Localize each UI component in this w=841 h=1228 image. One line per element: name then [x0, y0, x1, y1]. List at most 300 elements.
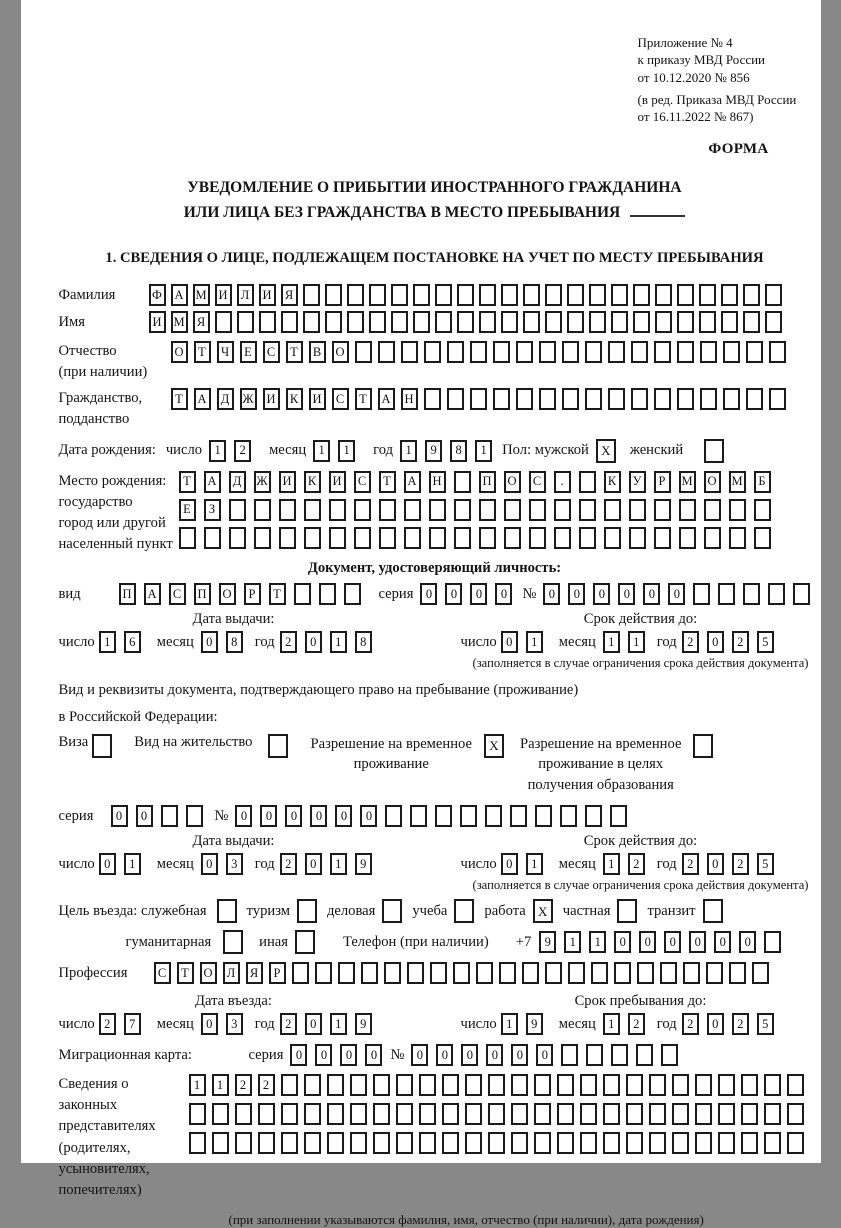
- char-cell-filled[interactable]: 1: [589, 931, 606, 953]
- char-cell-empty[interactable]: [488, 1103, 505, 1125]
- char-cell-filled[interactable]: 2: [682, 853, 699, 875]
- char-cell-empty[interactable]: [319, 583, 336, 605]
- char-cell-empty[interactable]: [413, 284, 430, 306]
- char-cell-filled[interactable]: Т: [177, 962, 194, 984]
- char-cell-filled[interactable]: Т: [194, 341, 211, 363]
- char-cell-filled[interactable]: 0: [614, 931, 631, 953]
- char-cell-filled[interactable]: 1: [99, 631, 116, 653]
- char-cell-empty[interactable]: [677, 341, 694, 363]
- char-cell-empty[interactable]: [729, 527, 746, 549]
- char-cell-empty[interactable]: [579, 471, 596, 493]
- char-cell-empty[interactable]: [304, 1074, 321, 1096]
- char-cell-filled[interactable]: 0: [461, 1044, 478, 1066]
- char-cell-filled[interactable]: 0: [668, 583, 685, 605]
- char-cell-empty[interactable]: [629, 527, 646, 549]
- char-cell-empty[interactable]: [769, 341, 786, 363]
- char-cell-filled[interactable]: 0: [593, 583, 610, 605]
- char-cell-empty[interactable]: [516, 388, 533, 410]
- char-cell-empty[interactable]: [539, 388, 556, 410]
- char-cell-filled[interactable]: 0: [739, 931, 756, 953]
- char-cell-filled[interactable]: К: [286, 388, 303, 410]
- char-cell-filled[interactable]: 0: [235, 805, 252, 827]
- char-cell-empty[interactable]: [504, 527, 521, 549]
- char-cell-filled[interactable]: 0: [639, 931, 656, 953]
- char-cell-empty[interactable]: [354, 527, 371, 549]
- char-cell-filled[interactable]: Л: [223, 962, 240, 984]
- char-cell-filled[interactable]: 0: [310, 805, 327, 827]
- char-cell-empty[interactable]: [303, 311, 320, 333]
- char-cell-empty[interactable]: [718, 1074, 735, 1096]
- char-cell-filled[interactable]: 0: [543, 583, 560, 605]
- char-cell-empty[interactable]: [586, 1044, 603, 1066]
- char-cell-filled[interactable]: О: [704, 471, 721, 493]
- char-cell-empty[interactable]: [562, 388, 579, 410]
- char-cell-filled[interactable]: 1: [209, 440, 226, 462]
- char-cell-empty[interactable]: [752, 962, 769, 984]
- char-cell-filled[interactable]: П: [194, 583, 211, 605]
- char-cell-empty[interactable]: [354, 499, 371, 521]
- char-cell-empty[interactable]: [442, 1074, 459, 1096]
- char-cell-filled[interactable]: 0: [360, 805, 377, 827]
- char-cell-filled[interactable]: С: [154, 962, 171, 984]
- char-cell-empty[interactable]: [369, 284, 386, 306]
- char-cell-filled[interactable]: 6: [124, 631, 141, 653]
- char-cell-empty[interactable]: [268, 734, 288, 758]
- char-cell-empty[interactable]: [329, 499, 346, 521]
- char-cell-empty[interactable]: [683, 962, 700, 984]
- char-cell-empty[interactable]: [661, 1044, 678, 1066]
- char-cell-filled[interactable]: И: [329, 471, 346, 493]
- char-cell-empty[interactable]: [695, 1103, 712, 1125]
- char-cell-empty[interactable]: [215, 311, 232, 333]
- char-cell-empty[interactable]: [637, 962, 654, 984]
- char-cell-empty[interactable]: [235, 1132, 252, 1154]
- char-cell-filled[interactable]: 0: [99, 853, 116, 875]
- char-cell-filled[interactable]: X: [596, 439, 616, 463]
- char-cell-empty[interactable]: [560, 805, 577, 827]
- char-cell-empty[interactable]: [501, 284, 518, 306]
- char-cell-empty[interactable]: [677, 284, 694, 306]
- char-cell-empty[interactable]: [793, 583, 810, 605]
- char-cell-empty[interactable]: [672, 1074, 689, 1096]
- char-cell-empty[interactable]: [258, 1103, 275, 1125]
- char-cell-filled[interactable]: О: [219, 583, 236, 605]
- char-cell-empty[interactable]: [189, 1132, 206, 1154]
- char-cell-filled[interactable]: 8: [355, 631, 372, 653]
- char-cell-filled[interactable]: А: [204, 471, 221, 493]
- char-cell-empty[interactable]: [404, 499, 421, 521]
- char-cell-filled[interactable]: Т: [171, 388, 188, 410]
- char-cell-filled[interactable]: Н: [401, 388, 418, 410]
- char-cell-filled[interactable]: .: [554, 471, 571, 493]
- char-cell-empty[interactable]: [723, 388, 740, 410]
- char-cell-empty[interactable]: [654, 341, 671, 363]
- char-cell-filled[interactable]: 1: [313, 440, 330, 462]
- char-cell-filled[interactable]: 0: [285, 805, 302, 827]
- char-cell-empty[interactable]: [419, 1074, 436, 1096]
- char-cell-filled[interactable]: 2: [732, 631, 749, 653]
- char-cell-empty[interactable]: [350, 1103, 367, 1125]
- char-cell-empty[interactable]: [672, 1103, 689, 1125]
- char-cell-filled[interactable]: 0: [340, 1044, 357, 1066]
- char-cell-empty[interactable]: [404, 527, 421, 549]
- char-cell-filled[interactable]: 1: [603, 631, 620, 653]
- char-cell-empty[interactable]: [654, 499, 671, 521]
- char-cell-empty[interactable]: [476, 962, 493, 984]
- char-cell-filled[interactable]: 0: [714, 931, 731, 953]
- char-cell-filled[interactable]: 1: [330, 853, 347, 875]
- char-cell-empty[interactable]: [787, 1132, 804, 1154]
- char-cell-empty[interactable]: [529, 527, 546, 549]
- char-cell-empty[interactable]: [373, 1103, 390, 1125]
- char-cell-empty[interactable]: [743, 311, 760, 333]
- char-cell-filled[interactable]: 0: [315, 1044, 332, 1066]
- char-cell-empty[interactable]: [654, 527, 671, 549]
- char-cell-empty[interactable]: [327, 1103, 344, 1125]
- char-cell-empty[interactable]: [631, 388, 648, 410]
- char-cell-filled[interactable]: 2: [99, 1013, 116, 1035]
- char-cell-empty[interactable]: [204, 527, 221, 549]
- char-cell-empty[interactable]: [603, 1132, 620, 1154]
- char-cell-filled[interactable]: О: [332, 341, 349, 363]
- char-cell-empty[interactable]: [510, 805, 527, 827]
- char-cell-filled[interactable]: Д: [229, 471, 246, 493]
- char-cell-empty[interactable]: [396, 1103, 413, 1125]
- char-cell-filled[interactable]: С: [263, 341, 280, 363]
- char-cell-empty[interactable]: [92, 734, 112, 758]
- char-cell-empty[interactable]: [281, 311, 298, 333]
- char-cell-empty[interactable]: [649, 1103, 666, 1125]
- char-cell-empty[interactable]: [493, 341, 510, 363]
- char-cell-filled[interactable]: И: [279, 471, 296, 493]
- char-cell-empty[interactable]: [499, 962, 516, 984]
- char-cell-empty[interactable]: [391, 311, 408, 333]
- char-cell-filled[interactable]: 2: [628, 853, 645, 875]
- char-cell-empty[interactable]: [470, 341, 487, 363]
- char-cell-filled[interactable]: И: [309, 388, 326, 410]
- char-cell-empty[interactable]: [603, 1074, 620, 1096]
- char-cell-empty[interactable]: [693, 734, 713, 758]
- char-cell-filled[interactable]: М: [729, 471, 746, 493]
- char-cell-empty[interactable]: [350, 1132, 367, 1154]
- char-cell-filled[interactable]: Л: [237, 284, 254, 306]
- char-cell-empty[interactable]: [235, 1103, 252, 1125]
- char-cell-filled[interactable]: Р: [269, 962, 286, 984]
- char-cell-filled[interactable]: 2: [628, 1013, 645, 1035]
- char-cell-empty[interactable]: [585, 388, 602, 410]
- char-cell-empty[interactable]: [660, 962, 677, 984]
- char-cell-empty[interactable]: [693, 583, 710, 605]
- char-cell-empty[interactable]: [561, 1044, 578, 1066]
- char-cell-empty[interactable]: [529, 499, 546, 521]
- char-cell-empty[interactable]: [189, 1103, 206, 1125]
- char-cell-empty[interactable]: [539, 341, 556, 363]
- char-cell-filled[interactable]: 0: [501, 631, 518, 653]
- char-cell-empty[interactable]: [704, 439, 724, 463]
- char-cell-empty[interactable]: [554, 499, 571, 521]
- char-cell-empty[interactable]: [633, 311, 650, 333]
- char-cell-filled[interactable]: 0: [664, 931, 681, 953]
- char-cell-empty[interactable]: [534, 1132, 551, 1154]
- char-cell-empty[interactable]: [580, 1074, 597, 1096]
- char-cell-filled[interactable]: 2: [280, 631, 297, 653]
- char-cell-empty[interactable]: [447, 341, 464, 363]
- char-cell-empty[interactable]: [344, 583, 361, 605]
- char-cell-empty[interactable]: [765, 311, 782, 333]
- char-cell-filled[interactable]: 2: [682, 1013, 699, 1035]
- char-cell-empty[interactable]: [281, 1074, 298, 1096]
- char-cell-empty[interactable]: [212, 1103, 229, 1125]
- char-cell-filled[interactable]: И: [215, 284, 232, 306]
- char-cell-empty[interactable]: [741, 1074, 758, 1096]
- char-cell-empty[interactable]: [589, 284, 606, 306]
- char-cell-empty[interactable]: [554, 527, 571, 549]
- char-cell-filled[interactable]: 0: [689, 931, 706, 953]
- char-cell-empty[interactable]: [672, 1132, 689, 1154]
- char-cell-filled[interactable]: С: [354, 471, 371, 493]
- char-cell-filled[interactable]: Я: [281, 284, 298, 306]
- char-cell-filled[interactable]: X: [533, 899, 553, 923]
- char-cell-empty[interactable]: [655, 311, 672, 333]
- char-cell-empty[interactable]: [457, 284, 474, 306]
- char-cell-empty[interactable]: [457, 311, 474, 333]
- char-cell-empty[interactable]: [424, 341, 441, 363]
- char-cell-filled[interactable]: С: [529, 471, 546, 493]
- char-cell-empty[interactable]: [626, 1074, 643, 1096]
- char-cell-filled[interactable]: 7: [124, 1013, 141, 1035]
- char-cell-filled[interactable]: П: [119, 583, 136, 605]
- char-cell-empty[interactable]: [369, 311, 386, 333]
- char-cell-filled[interactable]: 0: [568, 583, 585, 605]
- char-cell-empty[interactable]: [304, 499, 321, 521]
- char-cell-filled[interactable]: Р: [244, 583, 261, 605]
- char-cell-filled[interactable]: 1: [603, 1013, 620, 1035]
- char-cell-empty[interactable]: [259, 311, 276, 333]
- char-cell-empty[interactable]: [435, 805, 452, 827]
- char-cell-filled[interactable]: О: [504, 471, 521, 493]
- char-cell-empty[interactable]: [626, 1132, 643, 1154]
- char-cell-empty[interactable]: [254, 499, 271, 521]
- char-cell-empty[interactable]: [350, 1074, 367, 1096]
- char-cell-filled[interactable]: П: [479, 471, 496, 493]
- char-cell-empty[interactable]: [429, 499, 446, 521]
- char-cell-filled[interactable]: Я: [246, 962, 263, 984]
- char-cell-empty[interactable]: [743, 284, 760, 306]
- char-cell-empty[interactable]: [617, 899, 637, 923]
- char-cell-filled[interactable]: 0: [495, 583, 512, 605]
- char-cell-empty[interactable]: [493, 388, 510, 410]
- char-cell-filled[interactable]: 0: [501, 853, 518, 875]
- char-cell-empty[interactable]: [479, 284, 496, 306]
- char-cell-filled[interactable]: М: [193, 284, 210, 306]
- char-cell-empty[interactable]: [479, 527, 496, 549]
- char-cell-empty[interactable]: [557, 1132, 574, 1154]
- char-cell-empty[interactable]: [769, 388, 786, 410]
- char-cell-filled[interactable]: В: [309, 341, 326, 363]
- char-cell-filled[interactable]: Т: [286, 341, 303, 363]
- char-cell-empty[interactable]: [768, 583, 785, 605]
- char-cell-empty[interactable]: [384, 962, 401, 984]
- char-cell-filled[interactable]: 1: [628, 631, 645, 653]
- char-cell-empty[interactable]: [488, 1074, 505, 1096]
- char-cell-empty[interactable]: [217, 899, 237, 923]
- char-cell-empty[interactable]: [511, 1074, 528, 1096]
- char-cell-empty[interactable]: [557, 1074, 574, 1096]
- char-cell-empty[interactable]: [327, 1074, 344, 1096]
- char-cell-filled[interactable]: Н: [429, 471, 446, 493]
- char-cell-filled[interactable]: А: [144, 583, 161, 605]
- char-cell-filled[interactable]: 0: [201, 631, 218, 653]
- char-cell-empty[interactable]: [545, 284, 562, 306]
- char-cell-empty[interactable]: [470, 388, 487, 410]
- char-cell-empty[interactable]: [629, 499, 646, 521]
- char-cell-empty[interactable]: [479, 311, 496, 333]
- char-cell-empty[interactable]: [695, 1132, 712, 1154]
- char-cell-empty[interactable]: [655, 284, 672, 306]
- char-cell-empty[interactable]: [413, 311, 430, 333]
- char-cell-filled[interactable]: 1: [400, 440, 417, 462]
- char-cell-empty[interactable]: [254, 527, 271, 549]
- char-cell-empty[interactable]: [347, 284, 364, 306]
- char-cell-filled[interactable]: 0: [411, 1044, 428, 1066]
- char-cell-filled[interactable]: 0: [643, 583, 660, 605]
- char-cell-empty[interactable]: [535, 805, 552, 827]
- char-cell-empty[interactable]: [631, 341, 648, 363]
- char-cell-empty[interactable]: [396, 1132, 413, 1154]
- char-cell-empty[interactable]: [410, 805, 427, 827]
- char-cell-empty[interactable]: [327, 1132, 344, 1154]
- char-cell-empty[interactable]: [488, 1132, 505, 1154]
- char-cell-empty[interactable]: [568, 962, 585, 984]
- char-cell-empty[interactable]: [279, 499, 296, 521]
- char-cell-filled[interactable]: 9: [425, 440, 442, 462]
- char-cell-filled[interactable]: К: [604, 471, 621, 493]
- char-cell-empty[interactable]: [391, 284, 408, 306]
- char-cell-empty[interactable]: [442, 1132, 459, 1154]
- char-cell-filled[interactable]: 0: [201, 853, 218, 875]
- char-cell-empty[interactable]: [746, 341, 763, 363]
- char-cell-empty[interactable]: [579, 499, 596, 521]
- char-cell-empty[interactable]: [677, 311, 694, 333]
- char-cell-empty[interactable]: [237, 311, 254, 333]
- char-cell-empty[interactable]: [229, 499, 246, 521]
- char-cell-empty[interactable]: [699, 311, 716, 333]
- char-cell-filled[interactable]: X: [484, 734, 504, 758]
- char-cell-empty[interactable]: [465, 1132, 482, 1154]
- char-cell-filled[interactable]: 2: [234, 440, 251, 462]
- char-cell-empty[interactable]: [325, 311, 342, 333]
- char-cell-filled[interactable]: 1: [603, 853, 620, 875]
- char-cell-filled[interactable]: О: [171, 341, 188, 363]
- char-cell-empty[interactable]: [585, 805, 602, 827]
- char-cell-empty[interactable]: [743, 583, 760, 605]
- char-cell-empty[interactable]: [258, 1132, 275, 1154]
- char-cell-empty[interactable]: [179, 527, 196, 549]
- char-cell-empty[interactable]: [741, 1132, 758, 1154]
- char-cell-empty[interactable]: [677, 388, 694, 410]
- char-cell-empty[interactable]: [447, 388, 464, 410]
- char-cell-filled[interactable]: 0: [707, 853, 724, 875]
- char-cell-empty[interactable]: [695, 1074, 712, 1096]
- char-cell-filled[interactable]: 9: [526, 1013, 543, 1035]
- char-cell-empty[interactable]: [522, 962, 539, 984]
- char-cell-empty[interactable]: [589, 311, 606, 333]
- char-cell-empty[interactable]: [706, 962, 723, 984]
- char-cell-empty[interactable]: [303, 284, 320, 306]
- char-cell-empty[interactable]: [787, 1103, 804, 1125]
- char-cell-empty[interactable]: [460, 805, 477, 827]
- char-cell-filled[interactable]: Я: [193, 311, 210, 333]
- char-cell-empty[interactable]: [223, 930, 243, 954]
- char-cell-filled[interactable]: И: [259, 284, 276, 306]
- char-cell-empty[interactable]: [608, 341, 625, 363]
- char-cell-empty[interactable]: [485, 805, 502, 827]
- char-cell-filled[interactable]: 9: [539, 931, 556, 953]
- char-cell-empty[interactable]: [636, 1044, 653, 1066]
- char-cell-empty[interactable]: [580, 1103, 597, 1125]
- char-cell-empty[interactable]: [279, 527, 296, 549]
- char-cell-filled[interactable]: С: [169, 583, 186, 605]
- char-cell-empty[interactable]: [523, 284, 540, 306]
- char-cell-empty[interactable]: [764, 1103, 781, 1125]
- char-cell-filled[interactable]: 1: [330, 631, 347, 653]
- char-cell-filled[interactable]: 2: [280, 1013, 297, 1035]
- char-cell-empty[interactable]: [454, 899, 474, 923]
- char-cell-empty[interactable]: [611, 284, 628, 306]
- char-cell-empty[interactable]: [379, 527, 396, 549]
- char-cell-filled[interactable]: 2: [280, 853, 297, 875]
- char-cell-empty[interactable]: [430, 962, 447, 984]
- char-cell-filled[interactable]: 2: [732, 853, 749, 875]
- char-cell-empty[interactable]: [557, 1103, 574, 1125]
- char-cell-empty[interactable]: [511, 1132, 528, 1154]
- char-cell-filled[interactable]: 0: [707, 631, 724, 653]
- char-cell-empty[interactable]: [361, 962, 378, 984]
- char-cell-filled[interactable]: 0: [305, 1013, 322, 1035]
- char-cell-empty[interactable]: [718, 1103, 735, 1125]
- char-cell-filled[interactable]: 9: [355, 853, 372, 875]
- char-cell-empty[interactable]: [580, 1132, 597, 1154]
- char-cell-empty[interactable]: [347, 311, 364, 333]
- char-cell-empty[interactable]: [435, 284, 452, 306]
- char-cell-empty[interactable]: [504, 499, 521, 521]
- char-cell-filled[interactable]: Ч: [217, 341, 234, 363]
- char-cell-empty[interactable]: [718, 583, 735, 605]
- char-cell-filled[interactable]: 1: [124, 853, 141, 875]
- char-cell-filled[interactable]: З: [204, 499, 221, 521]
- char-cell-filled[interactable]: 3: [226, 1013, 243, 1035]
- char-cell-empty[interactable]: [626, 1103, 643, 1125]
- char-cell-empty[interactable]: [610, 805, 627, 827]
- char-cell-filled[interactable]: 0: [290, 1044, 307, 1066]
- char-cell-empty[interactable]: [281, 1132, 298, 1154]
- char-cell-empty[interactable]: [294, 583, 311, 605]
- char-cell-filled[interactable]: 0: [436, 1044, 453, 1066]
- char-cell-empty[interactable]: [385, 805, 402, 827]
- char-cell-filled[interactable]: 2: [235, 1074, 252, 1096]
- char-cell-empty[interactable]: [787, 1074, 804, 1096]
- char-cell-filled[interactable]: 1: [189, 1074, 206, 1096]
- char-cell-empty[interactable]: [419, 1132, 436, 1154]
- char-cell-empty[interactable]: [516, 341, 533, 363]
- char-cell-filled[interactable]: 1: [564, 931, 581, 953]
- char-cell-filled[interactable]: 0: [420, 583, 437, 605]
- char-cell-empty[interactable]: [212, 1132, 229, 1154]
- char-cell-filled[interactable]: 0: [486, 1044, 503, 1066]
- char-cell-empty[interactable]: [382, 899, 402, 923]
- char-cell-filled[interactable]: 1: [338, 440, 355, 462]
- char-cell-empty[interactable]: [295, 930, 315, 954]
